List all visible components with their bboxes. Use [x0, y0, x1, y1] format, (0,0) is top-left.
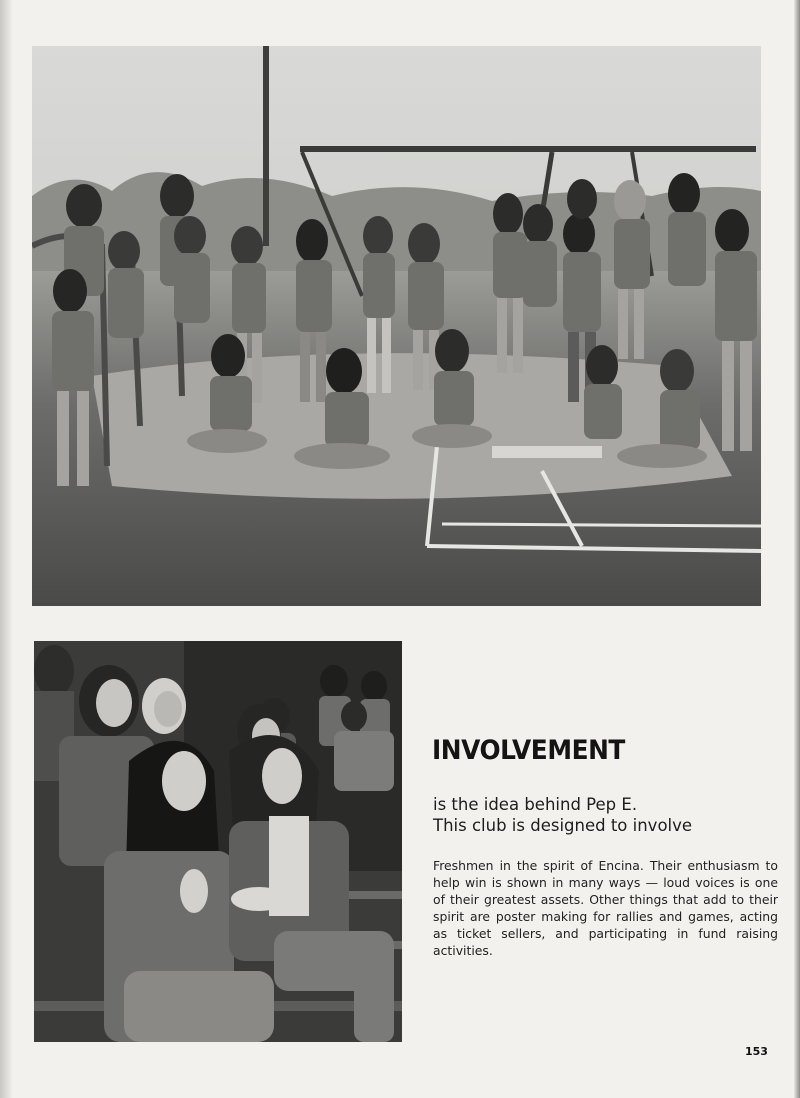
lead-line-2: This club is designed to involve [433, 816, 693, 835]
article-lead [433, 794, 773, 836]
page-right-edge [794, 0, 800, 1098]
page-binding-edge [0, 0, 12, 1098]
group-photo [32, 46, 761, 606]
article-body: Freshmen in the spirit of Encina. Their enthusiasm to help win is shown in many ways — loud voices is one of their greatest assets. Other things that add to their spirit are poster making for rallies and games, acting as ticket sellers, and participating in fund raising activities. [433, 858, 778, 958]
page-number: 153 [745, 1045, 768, 1058]
lead-line-1: is the idea behind Pep E. [433, 795, 638, 814]
bleachers-photo [34, 641, 402, 1042]
article-heading: INVOLVEMENT [432, 735, 625, 766]
